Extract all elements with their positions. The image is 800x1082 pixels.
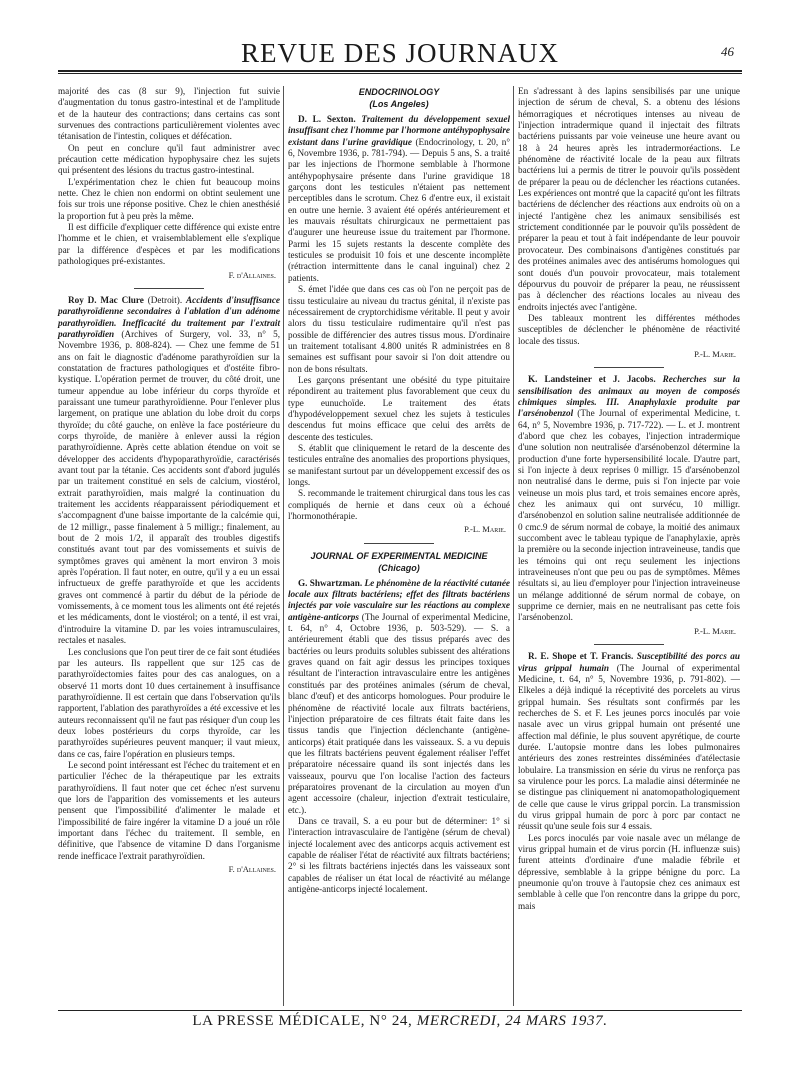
section-location: (Chicago) <box>378 562 420 573</box>
separator <box>134 288 204 289</box>
paragraph: Les conclusions que l'on peut tirer de ce fait sont étudiées par les auteurs. Ils rappellent que sur 125 cas de parathyroïdectomies faites pour des cas analogues, on a observé 11 morts dont 10 dues certainement à insuffisance parathyroïdienne. Il est certain que dans l'observation qu'ils rapportent, l'ablation des parathyroïdes a été excessive et les auteurs reconnaissent qu'il ne faut pas résiquer d'un coup les deux lobes postérieurs du corps thyroïde, car les parathyroïdes supérieures peuvent manquer; il vaut mieux, dans ce cas, faire l'opération en plusieurs temps. <box>58 646 280 759</box>
paragraph: Dans ce travail, S. a eu pour but de déterminer: 1° si l'interaction intravasculaire de l'antigène (sérum de cheval) injecté localement avec des anticorps acquis activement est capable de réaliser l'état de réactivité aux filtrats bactériens; 2° si les filtrats bactériens injectés dans les vaisseaux sont capables de réaliser un état local de réactivité au mélange antigène-anticorps injecté localement. <box>288 815 510 894</box>
article-body: L. et J. montrent d'abord que chez les cobayes, l'injection intradermique d'une solution non neutralisée d'arsénobenzol détermine la production d'une forte hypersensibilité locale. D'autre part, si l'on injecte à deux reprises 0 milligr. 15 d'arsénobenzol non neutralisé dans le derme, puis si l'on injecte par voie veineuse un mois plus tard, et trois semaines encore après, chez les animaux qui ont survécu, 10 milligr. d'arsénobenzol en solution saline neutralisée additionnée de 0 cmc.9 de sérum normal de cobaye, la moitié des animaux succombent avec le tableau typique de l'anaphylaxie, après la première ou la seconde injection intraveineuse, tandis que les témoins qui ont reçu seulement les injections intraveineuses n'ont que peu ou pas de symptômes. Mêmes résultats si, au lieu d'employer pour l'injection intraveineuse un mélange additionné de sérum normal de cobaye, on supprime ce dernier, mais en ne neutralisant pas cette fois l'arsénobenzol. <box>518 419 740 623</box>
column-3 <box>518 86 740 912</box>
article-lead <box>518 651 740 833</box>
paragraph: S. établit que cliniquement le retard de la descente des testicules entraîne des anomalies des proportions physiques, se manifestant surtout par un développement excessif des os longs. <box>288 442 510 487</box>
article-place: (Detroit). <box>143 294 186 305</box>
paragraph: On peut en conclure qu'il faut administrer avec précaution cette médication hypophysaire chez les sujets qui présentent des lésions du tractus gastro-intestinal. <box>58 142 280 176</box>
paragraph: Les porcs inoculés par voie nasale avec un mélange de virus grippal humain et de virus porcin (H. influenzæ suis) furent atteints d'ordinaire d'une maladie fébrile et dépressive, semblable à la grippe bénigne du porc. La pneumonie qu'on trouve à l'autopsie chez ces animaux est semblable à celle que l'on rencontre dans la grippe du porc, mais <box>518 832 740 911</box>
article-body: Chez une femme de 51 ans on fait le diagnostic d'adénome parathyroïdien sur la constatation de fractures pathologiques et d'ostéite fibro-kystique. L'opération permet de trouver, du côté droit, une tumeur appendue au lobe inférieur du corps thyroïde et paraissant une tumeur parathyroïdienne. Pour l'enlever plus largement, on pratique une ablation du lobe droit du corps thyroïde; du côté gauche, on enlève la face postérieure du corps thyroïde, de manière à enlever aussi la région parathyroïdienne. Après cette ablation étendue on voit se développer des accidents d'hypoparathyroïdie, caractérisés avant tout par la tétanie. Ces accidents sont d'abord jugulés par un traitement constitué en sels de calcium, viostérol, extrait parathyroïdien, mais malgré la continuation du traitement les accidents réapparaissent périodiquement et s'accompagnent d'une baisse importante de la calcémie qui, de 12 milligr., passe finalement à 5 milligr.; finalement, au bout de 2 mois 1/2, il apparaît des troubles digestifs constitués avant tout par des vomissements et suivis de symptômes graves qui amènent la mort environ 3 mois après l'opération. Il faut noter, en outre, qu'il y a eu un essai infructueux de greffe parathyroïde et que les accidents graves ont commencé à partir du début de la période de vomissements, à ce moment tous les aliments ont été rejetés et les médicaments, dont le viostérol; on a tenté, il est vrai, d'introduire la vitamine D. par les voies intramusculaires, rectales et nasales. <box>58 340 280 646</box>
signature: P.-L. Marie. <box>694 348 736 359</box>
paragraph: S. recommande le traitement chirurgical dans tous les cas compliqués de hernie et dans ceux où a échoué l'hormonothérapie. <box>288 488 510 522</box>
paragraph: Il est difficile d'expliquer cette différence qui existe entre l'homme et le chien, et vraisemblablement elle s'explique par la différence d'espèces et par les modifications pathologiques pré-existantes. <box>58 222 280 267</box>
article-title: Recherches sur la sensibilisation des animaux au moyen de composés chimiques simples. III. Anaphylaxie produite par l'arsénobenzol <box>518 374 740 419</box>
article-lead <box>288 578 510 816</box>
article-author: G. Shwartzman. <box>298 577 363 588</box>
page-footer <box>58 1013 742 1030</box>
article-author: D. L. Sexton. <box>298 114 356 124</box>
separator <box>594 644 664 645</box>
paragraph: L'expérimentation chez le chien fut beaucoup moins nette. Chez le chien non endormi on obtint seulement une fois sur trois une réponse positive. Chez le chien anesthésié la proportion fut à peu près la même. <box>58 176 280 221</box>
article-body: Elkeles a déjà indiqué la réceptivité des porcelets au virus grippal humain. Ses résultats sont confirmés par les recherches de S. et F. Les jeunes porcs inoculés par voie nasale avec un virus grippal humain ont présenté une affection mal définie, le plus souvent apyrétique, de courte durée. L'autopsie montre dans les lobes pulmonaires antérieurs des zones restreintes disséminées d'atélectasie lobulaire. La transmission en série du virus ne renforça pas sa virulence pour les porcs. La maladie ainsi déterminée ne se distingue pas cliniquement ni anatomopathologiquement de celle que cause le virus grippal porcin. La transmission du virus grippal humain de porc à porc par contact ne réussit qu'une seule fois sur 4 essais. <box>518 685 740 832</box>
article-lead <box>518 374 740 624</box>
article-title: Susceptibilité des porcs au virus grippal humain <box>518 651 740 673</box>
signature: P.-L. Marie. <box>464 524 506 535</box>
article-lead <box>58 295 280 647</box>
article-reference: (Endocrinology, t. 20, n° 6, Novembre 1936, p. 781-794). — <box>288 136 510 159</box>
article-author: K. Landsteiner et J. Jacobs. <box>528 374 656 385</box>
section-heading: ENDOCRINOLOGY <box>358 87 440 97</box>
column-1 <box>58 86 280 875</box>
article-reference: (The Journal of experimental Medicine, t. 64, n° 5, Novembre 1936, p. 717-722). — <box>518 408 740 430</box>
column-2 <box>288 86 510 895</box>
article-title: Accidents d'insuffisance parathyroïdienne secondaires à l'ablation d'un adénome parathyroïdien. Inefficacité du traitement par l'extrait parathyroïdien <box>58 294 280 339</box>
separator <box>594 367 664 368</box>
paragraph: majorité des cas (8 sur 9), l'injection fut suivie d'augmentation du tonus gastro-intestinal et de l'amplitude et de la hauteur des contractions; dans certains cas sont survenues des contractions particulièrement violentes avec tétanisation de l'intestin, coliques et défécation. <box>58 86 280 142</box>
column-divider-2 <box>513 86 514 1006</box>
page-header <box>58 34 742 74</box>
paragraph: Des tableaux montrent les différentes méthodes susceptibles de déclencher le phénomène de réactivité locale des tissus. <box>518 312 740 346</box>
article-author: Roy D. Mac Clure <box>68 294 144 305</box>
paragraph: Le second point intéressant est l'échec du traitement et en particulier l'échec de la thérapeutique par les extraits parathyroïdiens. Il faut noter que cet échec n'est survenu que lors de l'apparition des vomissements et les auteurs pensent que l'impossibilité d'alimenter le malade et l'impossibilité de faire ingérer la vitamine D a joué un rôle important dans l'échec du traitement. Il semble, en définitive, que l'absence de vitamine D dans l'organisme rende inefficace l'extrait parathyroïdien. <box>58 759 280 861</box>
article-body: S. a antérieurement établi que des tissus préparés avec des bactéries ou leurs produits solubles subissent des altérations graves quand on fait agir dessus les principes toxiques résultant de l'interaction intravasculaire entre les antigènes constitués par des protéines animales (sérum de cheval, blanc d'œuf) et des anticorps homologues. Pour produire le phénomène de réactivité locale aux filtrats bactériens, l'injection préparatoire de ces filtrats était faite dans les tissus tandis que l'injection déclenchante (antigène-anticorps) était pratiquée dans les vaisseaux. S. a vu depuis que les filtrats bactériens peuvent également réaliser l'effet préparatoire nécessaire quand ils sont injectés dans les vaisseaux, pourvu que l'on localise l'action des facteurs préparatoires provenant de la circulation au moyen d'un agent accessoire (chaleur, injection d'extrait testiculaire, etc.). <box>288 623 510 815</box>
paragraph: S. émet l'idée que dans ces cas où l'on ne perçoit pas de tissu testiculaire au niveau du tractus génital, il n'existe pas nécessairement de cryptorchidisme véritable. Il peut y avoir alors du tissu testiculaire rudimentaire qu'il n'est pas possible de différencier des autres tissus mous. D'ordinaire un traitement totalisant 4.800 unités R administrées en 8 semaines est suffisant pour savoir si l'on doit attendre ou non de bons résultats. <box>288 284 510 374</box>
footer-date: MERCREDI, 24 MARS 1937. <box>416 1013 608 1029</box>
column-divider-1 <box>283 86 284 1006</box>
article-title: Le phénomène de la réactivité cutanée locale aux filtrats bactériens; effet des filtrats bactériens injectés par voie vasculaire sur les réactions au complexe antigène-anticorps <box>288 577 510 622</box>
article-reference: (Archives of Surgery, vol. 33, n° 5, Novembre 1936, p. 808-824). — <box>58 328 280 351</box>
article-body: Depuis 5 ans, S. a traité par les injections de l'hormone semblable à l'hormone antéhypophysaire présente dans l'urine gravidique 18 garçons dont les testicules n'étaient pas nettement perceptibles dans le scrotum. Chez 6 d'entre eux, il existait en outre une hernie. 3 avaient été opérés antérieurement et les mauvais résultats chirurgicaux ne permettaient pas d'augurer une heureuse issue du traitement par l'hormone. Parmi les 15 sujets restants la descente complète des testicules se produisit 10 fois et une descente incomplète (rétraction intermittente dans le canal inguinal) chez 2 patients. <box>288 148 510 283</box>
header-rule <box>58 70 742 72</box>
article-reference: (The Journal of experimental Medicine, t. 64, n° 4, Octobre 1936, p. 503-529). — <box>288 611 510 634</box>
footer-rule <box>58 1010 742 1011</box>
header-rule-thin <box>58 73 742 74</box>
article-author: R. E. Shope et T. Francis. <box>528 651 634 662</box>
section-location: (Los Angeles) <box>369 99 429 109</box>
article-lead <box>288 114 510 284</box>
journal-title: REVUE DES JOURNAUX <box>240 38 559 68</box>
article-reference: (The Journal of experimental Medicine, t. 64, n° 5, Novembre 1936, p. 791-802). — <box>518 662 740 684</box>
article-title: Traitement du développement sexuel insuffisant chez l'homme par l'hormone antéhypophysaire existant dans l'urine gravidique <box>288 114 510 147</box>
page-number: 46 <box>721 44 734 59</box>
signature: F. d'Allaines. <box>228 269 276 280</box>
separator <box>364 543 434 544</box>
signature: P.-L. Marie. <box>694 625 736 636</box>
paragraph: Les garçons présentant une obésité du type pituitaire répondirent au traitement plus favorablement que ceux du type eunuchoïde. Le traitement des états d'hypodéveloppement sexuel chez les sujets à testicules descendus fut moins efficace que celui des arrêts de descente des testicules. <box>288 374 510 442</box>
footer-journal: LA PRESSE MÉDICALE, N° 24, <box>192 1013 417 1029</box>
signature: F. d'Allaines. <box>228 864 276 875</box>
paragraph: En s'adressant à des lapins sensibilisés par une unique injection de sérum de cheval, S. a obtenu des lésions hémorragiques et nécrotiques intenses au niveau de l'injection intradermique quand il injectait des filtrats bactériens puissants par voie veineuse une heure avant ou 18 à 24 heures après les intradermoréactions. Le phénomène de réactivité locale de la peau aux filtrats bactériens lui a permis de titrer le pouvoir qu'ils possèdent de préparer la peau ou de déclencher les réactions cutanées. Les expériences ont montré que la capacité qu'ont les filtrats bactériens de déclencher des réactions aux endroits où on a injecté l'antigène chez les animaux sensibilisés est strictement conditionnée par le pouvoir qu'ils possèdent de préparer la peau et tout à fait indépendante de leur pouvoir provocateur. Des combinaisons d'antigènes constitués par des protéines animales avec des antisérums homologues qui sont doués d'un pouvoir provocateur, mais totalement dépourvus du pouvoir de préparer la peau, ne réussissent pas à déclencher des réactions locales au niveau des endroits injectés avec l'antigène. <box>518 86 740 312</box>
section-heading: JOURNAL OF EXPERIMENTAL MEDICINE <box>310 550 488 561</box>
